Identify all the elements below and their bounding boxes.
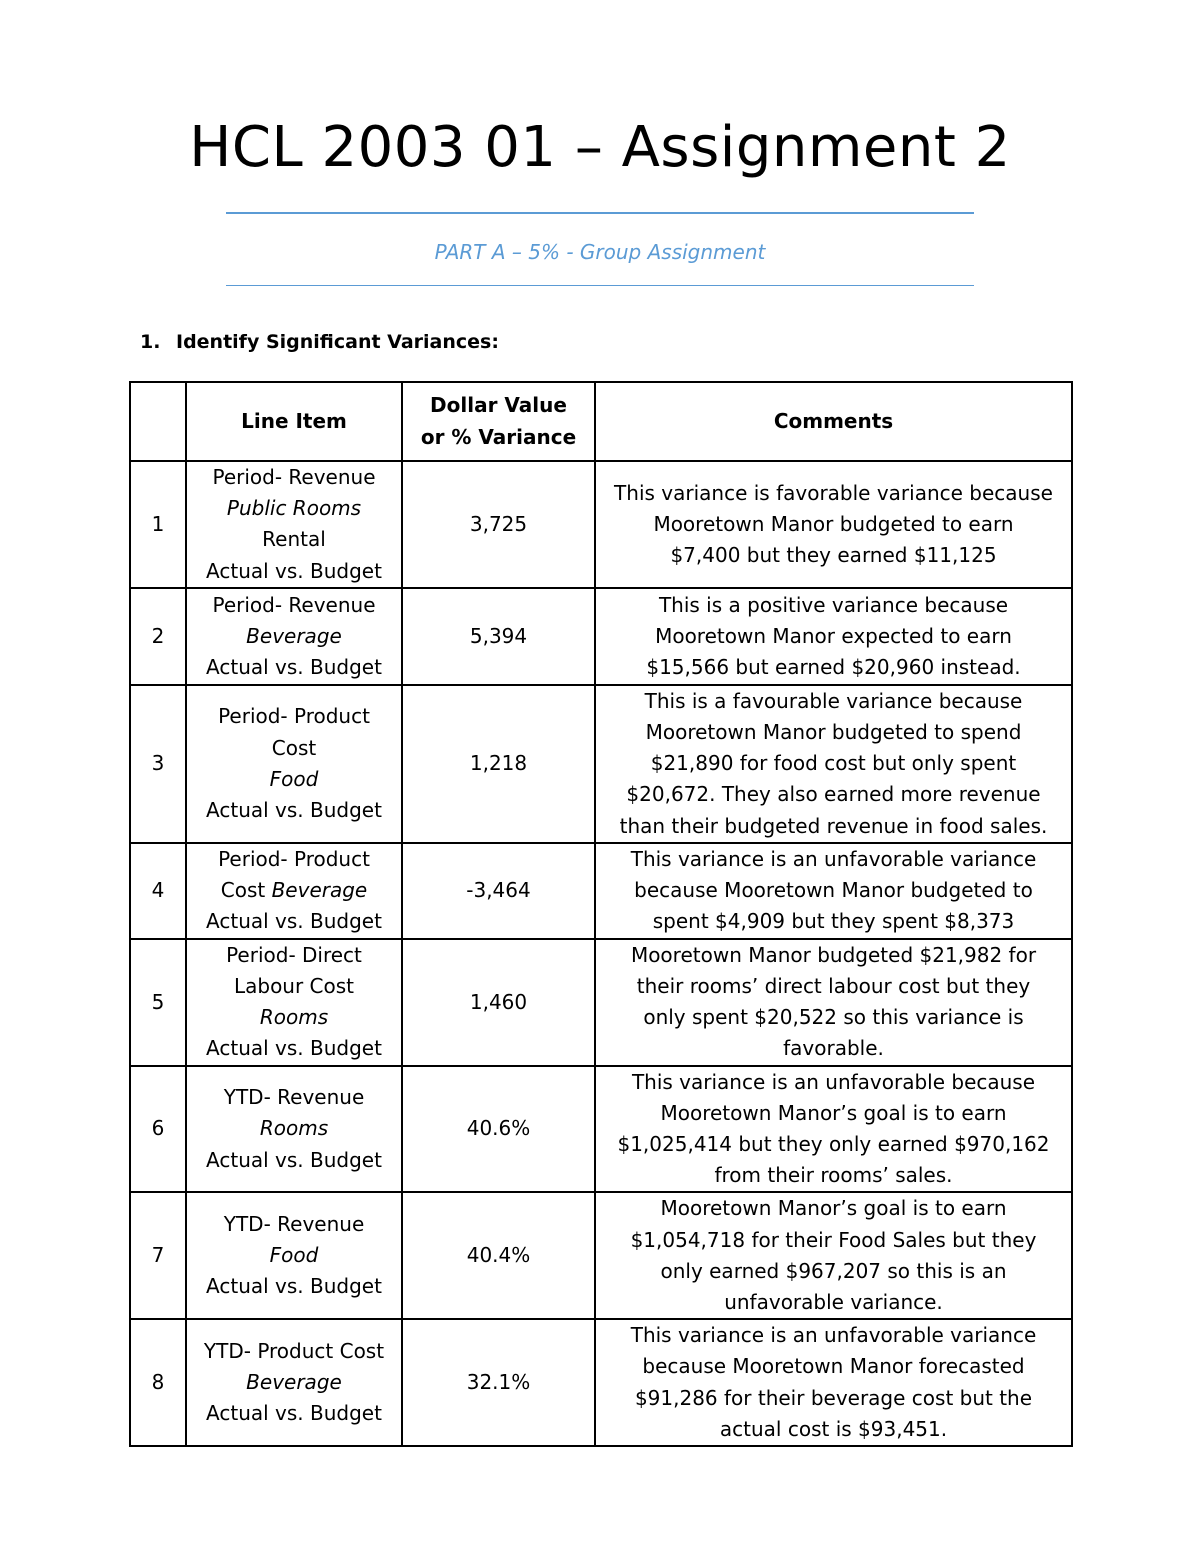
section-heading-text: Identify Significant Variances: [176, 331, 499, 353]
row-value: -3,464 [402, 843, 595, 939]
comment-line: This is a positive variance because [658, 592, 1009, 617]
row-line-item [186, 685, 402, 843]
header-index [130, 382, 186, 461]
line-item-text: Rental [262, 527, 326, 552]
line-item-text [195, 875, 393, 906]
line-item-comparison: Actual vs. Budget [206, 1036, 382, 1061]
line-item-text: Period- Product [218, 704, 370, 729]
row-line-item [186, 843, 402, 939]
row-index: 6 [130, 1066, 186, 1193]
header-value [402, 382, 595, 461]
comment-line: unfavorable variance. [724, 1290, 943, 1315]
comment-line: favorable. [783, 1036, 884, 1061]
comment-line: Mooretown Manor’s goal is to earn [660, 1196, 1007, 1221]
comment-line: $1,025,414 but they only earned $970,162 [617, 1132, 1050, 1157]
comment-line: Mooretown Manor’s goal is to earn [660, 1100, 1007, 1125]
row-comment [595, 1192, 1072, 1319]
line-item-text: YTD- Revenue [223, 1212, 365, 1237]
comment-line: $21,890 for food cost but only spent [650, 751, 1017, 776]
table-row [130, 1066, 1072, 1193]
line-item-category: Rooms [259, 1005, 329, 1030]
table-row [130, 843, 1072, 939]
line-item-comparison: Actual vs. Budget [206, 654, 382, 679]
line-item-text: Period- Direct [226, 942, 362, 967]
comment-line: $7,400 but they earned $11,125 [670, 543, 997, 567]
line-item-comparison: Actual vs. Budget [206, 1147, 382, 1172]
comment-line: $15,566 but earned $20,960 instead. [646, 654, 1021, 679]
header-line-item: Line Item [186, 382, 402, 461]
table-row [130, 1319, 1072, 1446]
comment-line: only spent $20,522 so this variance is [643, 1005, 1024, 1030]
row-comment [595, 461, 1072, 588]
row-comment [595, 1066, 1072, 1193]
row-value: 32.1% [402, 1319, 595, 1446]
row-line-item [186, 461, 402, 588]
comment-line: $20,672. They also earned more revenue [626, 782, 1041, 807]
line-item-text: Period- Revenue [212, 465, 376, 489]
line-item-category: Food [269, 766, 319, 791]
line-item-category: Beverage [271, 878, 368, 903]
row-index: 2 [130, 588, 186, 685]
comment-line: This variance is an unfavorable variance [630, 847, 1037, 872]
line-item-text-part: Cost [220, 878, 272, 903]
line-item-comparison: Actual vs. Budget [206, 558, 382, 583]
comment-line: Mooretown Manor budgeted to spend [645, 720, 1022, 745]
line-item-comparison: Actual vs. Budget [206, 1274, 382, 1299]
row-comment [595, 685, 1072, 843]
table-row [130, 461, 1072, 588]
line-item-category: Public Rooms [226, 496, 362, 521]
row-line-item [186, 1192, 402, 1319]
row-comment [595, 588, 1072, 685]
comment-line: actual cost is $93,451. [719, 1416, 948, 1441]
line-item-category: Food [269, 1243, 319, 1268]
comment-line: This variance is favorable variance because [614, 480, 1053, 505]
comment-line: This variance is an unfavorable because [631, 1069, 1036, 1094]
comment-line: Mooretown Manor budgeted to earn [653, 511, 1014, 536]
comment-line: because Mooretown Manor forecasted [642, 1354, 1025, 1379]
comment-line: This variance is an unfavorable variance [630, 1323, 1037, 1348]
row-comment [595, 939, 1072, 1066]
row-line-item [186, 1319, 402, 1446]
line-item-text: YTD- Revenue [223, 1085, 365, 1110]
row-value: 5,394 [402, 588, 595, 685]
line-item-text: Period- Revenue [212, 592, 376, 617]
row-index: 1 [130, 461, 186, 588]
title-divider-bottom [226, 285, 974, 286]
comment-line: their rooms’ direct labour cost but they [636, 974, 1031, 999]
row-value: 3,725 [402, 461, 595, 588]
title-divider-top [226, 212, 974, 214]
row-index: 7 [130, 1192, 186, 1319]
table-row [130, 588, 1072, 685]
row-line-item [186, 1066, 402, 1193]
comment-line: only earned $967,207 so this is an [660, 1258, 1007, 1283]
row-index: 3 [130, 685, 186, 843]
comment-line: Mooretown Manor expected to earn [655, 623, 1012, 648]
document-subtitle: PART A – 5% - Group Assignment [434, 240, 766, 264]
row-index: 8 [130, 1319, 186, 1446]
header-value-line1: Dollar Value [430, 393, 567, 418]
row-value: 40.6% [402, 1066, 595, 1193]
comment-line: than their budgeted revenue in food sales. [619, 813, 1048, 838]
row-value: 1,218 [402, 685, 595, 843]
comment-line: from their rooms’ sales. [714, 1163, 953, 1188]
comment-line: $91,286 for their beverage cost but the [634, 1385, 1033, 1410]
section-heading [140, 328, 499, 356]
line-item-text: Cost [271, 735, 317, 760]
line-item-text: Period- Product [218, 847, 370, 872]
comment-line: because Mooretown Manor budgeted to [634, 878, 1033, 903]
comment-line: $1,054,718 for their Food Sales but they [630, 1227, 1037, 1252]
table-row [130, 685, 1072, 843]
line-item-category: Rooms [259, 1116, 329, 1141]
row-comment [595, 1319, 1072, 1446]
table-row [130, 1192, 1072, 1319]
table-header-row [130, 382, 1072, 461]
row-line-item [186, 939, 402, 1066]
section-number: 1. [140, 331, 161, 353]
document-title: HCL 2003 01 – Assignment 2 [189, 115, 1011, 180]
line-item-category: Beverage [246, 1370, 342, 1395]
row-index: 4 [130, 843, 186, 939]
row-value: 40.4% [402, 1192, 595, 1319]
row-line-item [186, 588, 402, 685]
line-item-comparison: Actual vs. Budget [206, 909, 382, 934]
line-item-text: Labour Cost [233, 974, 355, 999]
line-item-comparison: Actual vs. Budget [206, 1401, 382, 1426]
line-item-comparison: Actual vs. Budget [206, 798, 382, 823]
comment-line: spent $4,909 but they spent $8,373 [652, 909, 1015, 934]
row-index: 5 [130, 939, 186, 1066]
table-row [130, 939, 1072, 1066]
variance-table [129, 381, 1073, 1447]
line-item-category: Beverage [246, 623, 342, 648]
header-value-line2: or % Variance [420, 424, 577, 449]
line-item-text: YTD- Product Cost [203, 1338, 385, 1363]
comment-line: This is a favourable variance because [644, 688, 1023, 713]
header-comments: Comments [595, 382, 1072, 461]
row-comment [595, 843, 1072, 939]
comment-line: Mooretown Manor budgeted $21,982 for [630, 942, 1037, 967]
row-value: 1,460 [402, 939, 595, 1066]
